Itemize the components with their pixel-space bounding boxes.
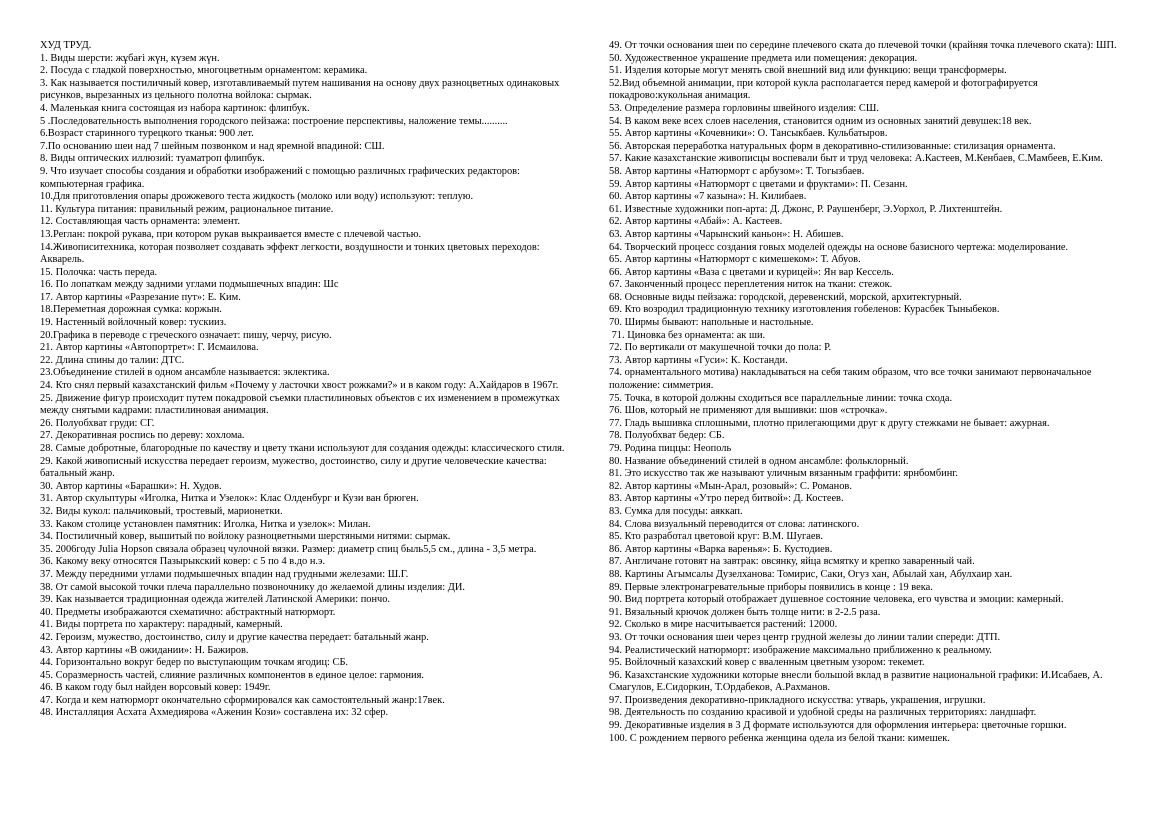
question-item: 20.Графика в переводе с греческого означает: пишу, черчу, рисую. xyxy=(40,329,332,341)
question-item: 52.Вид объемной анимации, при которой кукла располагается перед камерой и фотографируется покадрово:кукольная анимация. xyxy=(609,77,1041,102)
question-item: 19. Настенный войлочный ковер: тускииз. xyxy=(40,317,227,329)
question-item: 22. Длина спины до талии: ДТС. xyxy=(40,354,185,366)
question-item: 91. Вязальный крючок должен быть толще нити: в 2-2.5 раза. xyxy=(609,606,881,618)
question-item: 28. Самые добротные, благородные по качеству и цвету ткани используют для создания одежды: классического стиля. xyxy=(40,443,565,454)
question-item: 17. Автор картины «Разрезание пут»: Е. Ким. xyxy=(40,291,241,303)
question-item: 4. Маленькая книга состоящая из набора картинок: флипбук. xyxy=(40,102,310,114)
question-item: 77. Гладь вышивка сплошными, плотно прилегающими друг к другу стежками не бывает: ажурная. xyxy=(609,417,1050,429)
question-item: 10.Для приготовления опары дрожжевого теста жидкость (молоко или воду) используют: теплую. xyxy=(40,191,474,203)
question-item: 76. Шов, который не применяют для вышивки: шов «строчка». xyxy=(609,405,888,417)
question-item: 39. Как называется традиционная одежда жителей Латинской Америки: пончо. xyxy=(40,594,391,606)
question-item: 70. Ширмы бывают: напольные и настольные. xyxy=(609,317,814,329)
question-item: 57. Какие казахстанские живописцы воспевали быт и труд человека: А.Кастеев, М.Кенбаев, С.Мамбеев, Е.Ким. xyxy=(609,153,1103,165)
question-item: 6.Возраст старинного турецкого тканья: 900 лет. xyxy=(40,128,254,140)
question-item: 64. Творческий процесс создания говых моделей одежды на основе базисного чертежа: моделирование. xyxy=(609,241,1069,253)
question-item: 96. Казахстанские художники которые внесли большой вклад в развитие национальной графики: И.Исабаев, А. Смагулов, Е.Сидоркин, Т.Ордабеков, А.Рахманов. xyxy=(609,669,1106,694)
question-item: 44. Горизонтально вокруг бедер по выступающим точкам ягодиц: СБ. xyxy=(40,657,349,669)
question-item: 31. Автор скульптуры «Иголка, Нитка и Узелок»: Клас Олденбург и Кузи ван брюген. xyxy=(40,493,419,505)
question-item: 72. По вертикали от макушечной точки до пола: Р. xyxy=(609,342,832,354)
question-item: 82. Автор картины «Мын-Арал, розовый»: С. Романов. xyxy=(609,480,852,492)
question-item: 66. Автор картины «Ваза с цветами и курицей»: Ян вар Кессель. xyxy=(609,266,894,278)
question-item: 7.По основанию шеи над 7 шейным позвонком и над яремной впадиной: СШ. xyxy=(40,140,385,152)
question-item: 40. Предметы изображаются схематично: абстрактный натюрморт. xyxy=(40,606,336,618)
question-item: 83. Автор картины «Утро перед битвой»: Д. Костеев. xyxy=(609,493,844,505)
question-item: 35. 2006году Julia Hopson связала образец чулочной вязки. Размер: диаметр спиц быль5,5 см., длина - 3,5 метра. xyxy=(40,543,537,555)
question-item: 15. Полочка: часть переда. xyxy=(40,266,158,278)
question-item: 68. Основные виды пейзажа: городской, деревенский, морской, архитектурный. xyxy=(609,291,962,303)
question-item: 97. Произведения декоративно-прикладного искусства: утварь, украшения, игрушки. xyxy=(609,694,986,706)
question-item: 24. Кто снял первый казахстанский фильм «Почему у ласточки хвост рожками?» и в каком году: А.Хайдаров в 1967г. xyxy=(40,380,559,392)
question-item: 74. орнаментального мотива) накладываться на себя таким образом, что все точки занимают первоначальное положение: симметрия. xyxy=(609,367,1095,392)
question-item: 54. В каком веке всех слоев населения, становится одним из основных занятий девушек:18 век. xyxy=(609,115,1032,127)
question-item: 23.Объединение стилей в одном ансамбле называется: эклектика. xyxy=(40,367,330,379)
question-item: 51. Изделия которые могут менять свой внешний вид или функцию: вещи трансформеры. xyxy=(609,65,1007,77)
question-item: 48. Инсталляция Асхата Ахмедиярова «Аженин Кози» составлена их: 32 сфер. xyxy=(40,707,389,719)
question-item: 34. Постиличный ковер, вышитый по войлоку разноцветными шерстяными нитями: сырмак. xyxy=(40,531,451,543)
question-item: 26. Полуобхват груди: СГ. xyxy=(40,417,155,429)
question-item: 79. Родина пиццы: Неополь xyxy=(609,443,732,454)
question-item: 90. Вид портрета который отображает душевное состояние человека, его чувства и эмоции: камерный. xyxy=(609,594,1064,606)
question-item: 62. Автор картины «Абай»: А. Кастеев. xyxy=(609,216,783,228)
question-item: 98. Деятельность по созданию красивой и удобной среды на различных территориях: ландшафт. xyxy=(609,707,1037,719)
question-item: 75. Точка, в которой должны сходиться все параллельные линии: точка схода. xyxy=(609,392,953,404)
question-item: 43. Автор картины «В ожидании»: Н. Бажиров. xyxy=(40,644,249,656)
document-title: ХУД ТРУД. xyxy=(40,40,92,51)
question-item: 3. Как называется постиличный ковер, изготавливаемый путем нашивания на основу двух разноцветных одинаковых рисунков, вырезанных из цельного полотна войлока: сырмак. xyxy=(40,77,562,102)
question-item: 38. От самой высокой точки плеча параллельно позвоночнику до желаемой длины изделия: ДИ. xyxy=(40,581,465,593)
question-item: 87. Англичане готовят на завтрак: овсянку, яйца всмятку и крепко заваренный чай. xyxy=(609,556,975,568)
question-item: 67. Законченный процесс переплетения ниток на ткани: стежок. xyxy=(609,279,893,291)
question-item: 63. Автор картины «Чарынский каньон»: Н. Абишев. xyxy=(609,228,844,240)
question-item: 27. Декоративная роспись по дереву: хохлома. xyxy=(40,430,245,442)
question-item: 94. Реалистический натюрморт: изображение максимально приближенно к реальному. xyxy=(609,644,992,656)
question-item: 69. Кто возродил традиционную технику изготовления гобеленов: Курасбек Тыныбеков. xyxy=(609,304,1000,316)
question-item: 95. Войлочный казахский ковер с вваленным цветным узором: текемет. xyxy=(609,657,925,669)
question-item: 83. Сумка для посуды: аяккап. xyxy=(609,505,743,517)
question-item: 56. Авторская переработка натуральных форм в декоративно-стилизованные: стилизация орнамента. xyxy=(609,140,1056,152)
question-item: 73. Автор картины «Гуси»: К. Костанди. xyxy=(609,354,788,366)
question-item: 11. Культура питания: правильный режим, рациональное питание. xyxy=(40,203,334,215)
question-item: 59. Автор картины «Натюрморт с цветами и фруктами»: П. Сезанн. xyxy=(609,178,908,190)
question-item: 80. Название объединений стилей в одном ансамбле: фольклорный. xyxy=(609,455,909,467)
question-item: 92. Сколько в мире насчитывается растений: 12000. xyxy=(609,619,838,631)
question-item: 25. Движение фигур происходит путем покадровой съемки пластилиновых объектов с их изменением в промежутках между снятыми кадрами: пластилиновая анимация. xyxy=(40,392,563,417)
question-item: 29. Какой живописный искусства передает героизм, мужество, достоинство, силу и другие человеческие качества: батальный жанр. xyxy=(40,455,550,480)
question-item: 8. Виды оптических иллюзий: туаматроп флипбук. xyxy=(40,153,265,165)
question-item: 78. Полуобхват бедер: СБ. xyxy=(609,430,725,442)
question-item: 100. С рождением первого ребенка женщина одела из белой ткани: кимешек. xyxy=(609,732,950,744)
question-item: 2. Посуда с гладкой поверхностью, многоцветным орнаментом: керамика. xyxy=(40,65,368,77)
question-item: 89. Первые электронагревательные приборы появились в конце : 19 века. xyxy=(609,581,933,593)
question-item: 55. Автор картины «Кочевники»: О. Тансыкбаев. Кульбатыров. xyxy=(609,128,888,140)
question-item: 5 .Последовательность выполнения городского пейзажа: построение перспективы, наложение темы.......... xyxy=(40,115,508,127)
question-item: 81. Это искусство так же называют уличным вязанным граффити: ярнбомбинг. xyxy=(609,468,958,480)
right-column xyxy=(609,40,1131,745)
question-item: 53. Определение размера горловины швейного изделия: СШ. xyxy=(609,102,879,114)
question-item: 18.Переметная дорожная сумка: коржын. xyxy=(40,304,222,316)
question-item: 58. Автор картины «Натюрморт с арбузом»: Т. Тогызбаев. xyxy=(609,165,865,177)
question-item: 71. Циновка без орнамента: ак ши. xyxy=(609,329,766,341)
question-item: 12. Составляющая часть орнамента: элемент. xyxy=(40,216,240,228)
question-item: 93. От точки основания шеи через центр грудной железы до линии талии спереди: ДТП. xyxy=(609,631,1001,643)
question-item: 33. Каком столице установлен памятник: Иголка, Нитка и узелок»: Милан. xyxy=(40,518,371,530)
question-item: 84. Слова визуальный переводится от слова: латинского. xyxy=(609,518,860,530)
question-item: 85. Кто разработал цветовой круг: В.М. Шугаев. xyxy=(609,531,824,543)
question-item: 37. Между передними углами подмышечных впадин над грудными железами: Ш.Г. xyxy=(40,568,409,580)
question-item: 47. Когда и кем натюрморт окончательно сформировался как самостоятельный жанр:17век. xyxy=(40,694,445,706)
left-column xyxy=(40,40,565,720)
question-item: 14.Живописитехника, которая позволяет создавать эффект легкости, воздушности и тонких цветовых переходов: Акварель. xyxy=(40,241,543,266)
question-item: 65. Автор картины «Натюрморт с кимешеком»: Т. Абуов. xyxy=(609,254,861,266)
question-item: 99. Декоративные изделия в 3 Д формате используются для оформления интерьера: цветочные горшки. xyxy=(609,720,1067,732)
question-item: 21. Автор картины «Автопортрет»: Г. Исмаилова. xyxy=(40,342,259,354)
question-item: 42. Героизм, мужество, достоинство, силу и другие качества передает: батальный жанр. xyxy=(40,631,429,643)
question-item: 61. Известные художники поп-арта: Д. Джонс, Р. Раушенберг, Э.Уорхол, Р. Лихтенштейн. xyxy=(609,203,1003,215)
question-item: 41. Виды портрета по характеру: парадный, камерный. xyxy=(40,619,283,631)
question-item: 46. В каком году был найден ворсовый ковер: 1949г. xyxy=(40,682,271,694)
question-item: 88. Картины Агымсалы Дузелханова: Томирис, Саки, Огуз хан, Абылай хан, Абулхаир хан. xyxy=(609,568,1013,580)
question-item: 16. По лопаткам между задними углами подмышечных впадин: Шс xyxy=(40,279,339,291)
question-item: 32. Виды кукол: пальчиковый, тростевый, марионетки. xyxy=(40,505,283,517)
question-item: 86. Автор картины «Варка варенья»: Б. Кустодиев. xyxy=(609,543,833,555)
question-item: 30. Автор картины «Барашки»: Н. Худов. xyxy=(40,480,222,492)
question-item: 60. Автор картины «7 казына»: Н. Килибаев. xyxy=(609,191,807,203)
question-item: 45. Соразмерность частей, слияние различных компонентов в единое целое: гармония. xyxy=(40,669,424,681)
question-item: 13.Реглан: покрой рукава, при котором рукав выкраивается вместе с плечевой частью. xyxy=(40,228,422,240)
question-item: 1. Виды шерсти: жұбағі жүн, күзем жүн. xyxy=(40,52,220,64)
question-item: 36. Какому веку относятся Пазырыкский ковер: с 5 по 4 в.до н.э. xyxy=(40,556,326,568)
question-item: 9. Что изучает способы создания и обработки изображений с помощью различных графических редакторов: компьютерная графика. xyxy=(40,165,523,190)
question-item: 50. Художественное украшение предмета или помещения: декорация. xyxy=(609,52,918,64)
question-item: 49. От точки основания шеи по середине плечевого ската до плечевой точки (крайняя точка плечевого ската): ШП. xyxy=(609,40,1117,51)
